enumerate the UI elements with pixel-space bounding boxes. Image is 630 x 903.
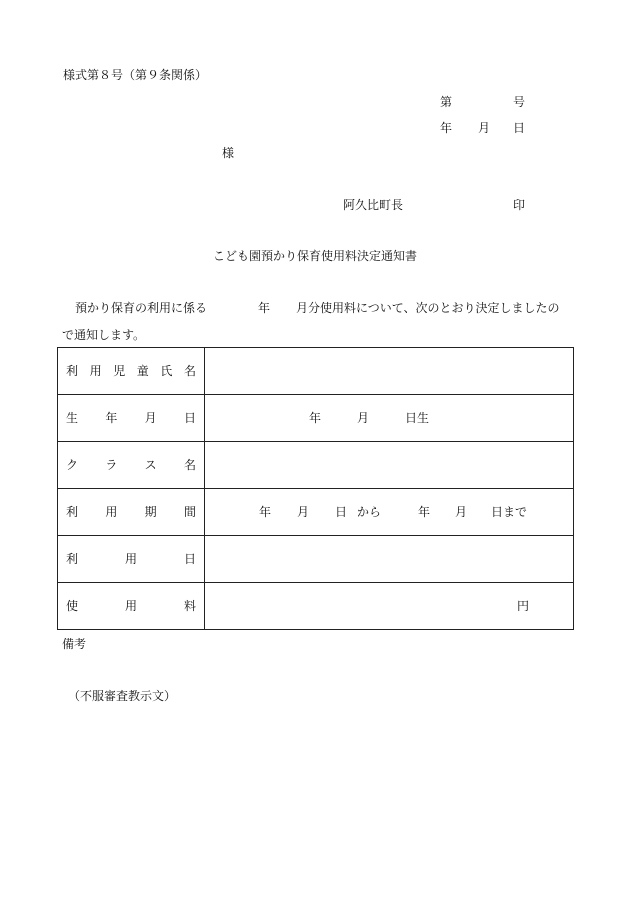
label-char: 月: [144, 411, 157, 425]
label-char: 名: [183, 364, 196, 378]
period-end-month-mark: 月: [455, 505, 468, 519]
label-char: 年: [105, 411, 118, 425]
label-char: 期: [144, 505, 157, 519]
body-text-part2: 月分使用料について、次のとおり決定しましたの: [296, 301, 560, 315]
label-char: 日: [183, 552, 196, 566]
label-char: 用: [124, 599, 137, 613]
period-end-day-mark: 日まで: [491, 505, 528, 519]
date-month: 月: [478, 121, 491, 135]
appeal-notice: （不服審査教示文）: [68, 689, 177, 703]
period-start-day-mark: 日: [335, 505, 348, 519]
label-char: 用: [105, 505, 118, 519]
value-usage-days[interactable]: [205, 536, 574, 583]
label-class-name: [58, 442, 205, 489]
row-child-name: [58, 348, 574, 395]
value-child-name[interactable]: [205, 348, 574, 395]
value-class-name[interactable]: [205, 442, 574, 489]
label-char: ク: [66, 458, 79, 472]
label-char: 氏: [160, 364, 173, 378]
label-char: 日: [183, 411, 196, 425]
value-fee[interactable]: [205, 583, 574, 630]
date-year: 年: [440, 121, 453, 135]
addressee-suffix: 様: [222, 146, 235, 160]
row-fee: [58, 583, 574, 630]
label-char: 利: [66, 364, 79, 378]
row-usage-days: [58, 536, 574, 583]
label-char: 利: [66, 552, 79, 566]
birth-day-mark: 日生: [405, 411, 430, 425]
label-usage-days: [58, 536, 205, 583]
birth-year-mark: 年: [309, 411, 322, 425]
row-birthdate: [58, 395, 574, 442]
row-usage-period: [58, 489, 574, 536]
body-year-mark: 年: [258, 301, 271, 315]
issuer-name: 阿久比町長: [343, 198, 404, 212]
label-birthdate: [58, 395, 205, 442]
doc-number-suffix: 号: [513, 95, 526, 109]
remarks-label: 備考: [62, 637, 87, 651]
birth-month-mark: 月: [357, 411, 370, 425]
period-start-year-mark: 年: [259, 505, 272, 519]
label-usage-period: [58, 489, 205, 536]
label-char: ラ: [105, 458, 118, 472]
label-child-name: [58, 348, 205, 395]
label-char: 料: [183, 599, 196, 613]
value-birthdate[interactable]: [205, 395, 574, 442]
label-char: 使: [66, 599, 79, 613]
date-day: 日: [513, 121, 526, 135]
label-char: 用: [89, 364, 102, 378]
body-text-part3: で通知します。: [62, 328, 146, 342]
label-char: ス: [144, 458, 157, 472]
doc-number-prefix: 第: [440, 95, 453, 109]
label-char: 生: [66, 411, 79, 425]
label-char: 童: [136, 364, 149, 378]
form-number: 様式第８号（第９条関係）: [63, 68, 208, 82]
seal-mark: 印: [513, 198, 526, 212]
value-usage-period[interactable]: [205, 489, 574, 536]
info-table: [57, 347, 574, 630]
label-fee: [58, 583, 205, 630]
body-text-part1: 預かり保育の利用に係る: [75, 301, 208, 315]
document-title: こども園預かり保育使用料決定通知書: [212, 249, 417, 263]
fee-unit-yen: 円: [517, 599, 530, 613]
period-end-year-mark: 年: [418, 505, 431, 519]
period-from-text: から: [357, 505, 382, 519]
label-char: 名: [183, 458, 196, 472]
row-class-name: [58, 442, 574, 489]
period-start-month-mark: 月: [297, 505, 310, 519]
label-char: 間: [183, 505, 196, 519]
label-char: 用: [124, 552, 137, 566]
label-char: 利: [66, 505, 79, 519]
label-char: 児: [113, 364, 126, 378]
